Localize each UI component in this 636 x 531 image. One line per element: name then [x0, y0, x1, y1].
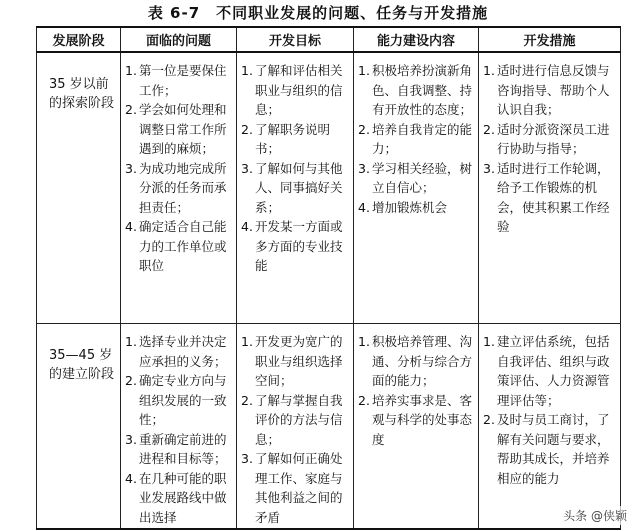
item-number: 2. [241, 121, 253, 137]
item-text: 增加锻炼机会 [372, 199, 448, 215]
item-text: 及时与员工商讨，了解有关问题与要求，帮助其成长，并培养相应的能力 [497, 412, 610, 486]
item-number: 1. [483, 334, 495, 349]
capability-item [358, 198, 474, 218]
item-number: 2. [125, 373, 137, 388]
goal-list [237, 53, 353, 276]
item-number: 1. [358, 63, 370, 78]
capabilities-cell [354, 52, 479, 324]
capability-item [358, 120, 474, 159]
stage-label: 35 岁以前的探索阶段 [49, 77, 115, 111]
item-text: 了解职务说明书； [255, 121, 331, 156]
item-text: 开发更为宽广的职业与组织选择空间； [255, 334, 343, 388]
item-text: 了解如何正确处理工作、家庭与其他利益之间的矛盾 [255, 451, 343, 525]
problem-item [125, 371, 232, 430]
problem-item [125, 61, 232, 100]
measures-cell [479, 52, 621, 324]
header-goals: 开发目标 [237, 27, 354, 52]
capability-item [358, 159, 474, 198]
item-number: 3. [358, 160, 370, 176]
item-text: 学会如何处理和调整日常工作所遇到的麻烦； [139, 102, 227, 156]
goal-item [241, 120, 349, 159]
capability-list [354, 324, 478, 449]
problem-item [125, 159, 232, 218]
item-text: 建立评估系统，包括自我评估、组织与政策评估、人力资源管理评估等； [497, 334, 610, 408]
capability-item [358, 332, 474, 391]
item-number: 1. [125, 334, 137, 349]
header-measures: 开发措施 [479, 27, 621, 52]
item-number: 2. [125, 102, 137, 117]
watermark: 头条 @侠颖 [560, 506, 630, 525]
measure-item [483, 159, 616, 237]
stage-cell [37, 52, 121, 324]
capabilities-cell [354, 324, 479, 530]
goal-item [241, 391, 349, 450]
item-number: 3. [125, 431, 137, 447]
item-text: 积极培养扮演新角色、自我调整、持有开放性的态度； [372, 63, 473, 117]
measure-item [483, 410, 616, 488]
item-number: 4. [125, 470, 137, 486]
item-number: 1. [483, 63, 495, 78]
item-text: 适时进行工作轮调，给予工作锻炼的机会，使其积累工作经验 [497, 160, 610, 234]
problem-item [125, 217, 232, 276]
item-number: 1. [241, 63, 253, 78]
item-number: 2. [483, 121, 495, 137]
capability-item [358, 61, 474, 120]
measures-cell [479, 324, 621, 530]
item-number: 3. [483, 160, 495, 176]
item-number: 4. [125, 219, 137, 234]
problem-item [125, 430, 232, 469]
item-number: 3. [241, 451, 253, 466]
goal-item [241, 449, 349, 527]
item-text: 在几种可能的职业发展路线中做出选择 [139, 470, 227, 525]
measure-item [483, 332, 616, 410]
item-number: 2. [241, 392, 253, 408]
problems-cell [121, 324, 237, 530]
item-text: 学习相关经验，树立自信心； [372, 160, 473, 195]
problem-item [125, 469, 232, 528]
item-text: 为成功地完成所分派的任务而承担责任； [139, 160, 227, 215]
problem-list [121, 53, 236, 276]
item-text: 开发某一方面或多方面的专业技能 [255, 219, 343, 273]
table-row [37, 52, 621, 324]
goal-item [241, 332, 349, 391]
problem-list [121, 324, 236, 527]
item-number: 4. [241, 219, 253, 234]
goals-cell [237, 52, 354, 324]
measure-item [483, 120, 616, 159]
measure-list [479, 53, 620, 237]
item-number: 1. [241, 334, 253, 349]
item-text: 了解与掌握自我评价的方法与信息； [255, 392, 343, 447]
header-problems: 面临的问题 [121, 27, 237, 52]
item-number: 4. [358, 199, 370, 215]
header-capabilities: 能力建设内容 [354, 27, 479, 52]
goal-item [241, 217, 349, 276]
item-text: 适时进行信息反馈与咨询指导、帮助个人认识自我； [497, 63, 610, 117]
item-text: 选择专业并决定应承担的义务； [139, 334, 227, 369]
item-number: 1. [125, 63, 137, 78]
item-text: 适时分派资深员工进行协助与指导； [497, 121, 610, 156]
capability-item [358, 391, 474, 450]
item-text: 确定专业方向与组织发展的一致性； [139, 373, 227, 427]
table-title: 表 6-7 不同职业发展的问题、任务与开发措施 [147, 4, 489, 22]
header-row [37, 27, 621, 52]
capability-list [354, 53, 478, 217]
item-number: 3. [241, 160, 253, 176]
problems-cell [121, 52, 237, 324]
stage-cell [37, 324, 121, 530]
goal-item [241, 159, 349, 218]
header-stage: 发展阶段 [37, 27, 121, 52]
item-text: 第一位是要保住工作； [139, 63, 227, 98]
goals-cell [237, 324, 354, 530]
item-number: 1. [358, 334, 370, 349]
career-development-table [36, 26, 621, 530]
goal-item [241, 61, 349, 120]
item-number: 2. [358, 121, 370, 137]
item-number: 2. [358, 392, 370, 408]
table-row [37, 324, 621, 530]
item-text: 了解和评估相关职业与组织的信息； [255, 63, 343, 117]
goal-list [237, 324, 353, 527]
measure-item [483, 61, 616, 120]
problem-item [125, 332, 232, 371]
measure-list [479, 324, 620, 488]
stage-label: 35—45 岁的建立阶段 [49, 348, 115, 382]
item-number: 2. [483, 412, 495, 427]
item-number: 3. [125, 160, 137, 176]
item-text: 了解如何与其他人、同事搞好关系； [255, 160, 343, 215]
item-text: 培养实事求是、客观与科学的处事态度 [372, 392, 473, 447]
item-text: 确定适合自己能力的工作单位或职位 [139, 219, 227, 273]
item-text: 积极培养管理、沟通、分析与综合方面的能力； [372, 334, 473, 388]
item-text: 重新确定前进的进程和目标等； [139, 431, 227, 466]
problem-item [125, 100, 232, 159]
item-text: 培养自我肯定的能力； [372, 121, 473, 156]
